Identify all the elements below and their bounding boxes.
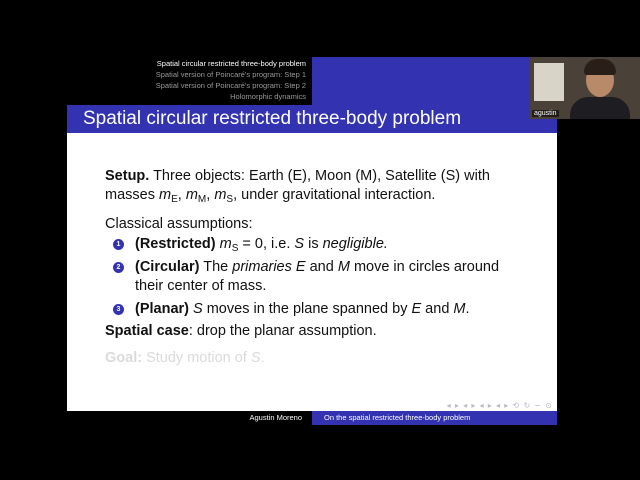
item-3-and: and (421, 301, 454, 317)
section-nav-panel (67, 57, 312, 105)
footer-author: Agustin Moreno (67, 411, 312, 425)
math-S: S (294, 236, 305, 252)
item-1-label: (Restricted) (135, 236, 216, 252)
goal-end: . (260, 350, 265, 366)
frame-title: Spatial circular restricted three-body problem (67, 105, 557, 133)
sub-E: E (171, 194, 178, 205)
webcam-name-label: agustin (534, 110, 557, 117)
math-m: m (214, 187, 227, 203)
item-1-negligible: negligible. (322, 236, 388, 252)
item-2-move: move in circles around (349, 259, 500, 275)
speaker-body (570, 97, 630, 119)
math-m: m (219, 236, 232, 252)
item-1-is: is (304, 236, 323, 252)
math-M: M (453, 301, 466, 317)
item-3-mid: moves in the plane spanned by (202, 301, 412, 317)
sub-S: S (226, 194, 234, 205)
math-m: m (185, 187, 198, 203)
item-2-text-line-2: their center of mass. (135, 278, 267, 294)
sub-S: S (231, 243, 239, 254)
goal-label: Goal: (105, 350, 143, 366)
math-M: M (337, 259, 350, 275)
speaker-hair (584, 59, 616, 75)
classical-assumptions-heading: Classical assumptions: (105, 216, 253, 232)
footer-talk-title: On the spatial restricted three-body problem (312, 411, 557, 425)
setup-line-1 (105, 167, 490, 186)
spatial-text: : drop the planar assumption. (188, 323, 377, 339)
comma-1: , (177, 187, 186, 203)
setup-label: Setup. (105, 168, 150, 184)
setup-text-2a: masses (105, 187, 159, 203)
nav-section-1[interactable]: Spatial circular restricted three-body problem (156, 59, 306, 68)
item-2-the: The (199, 259, 233, 275)
bullet-2: 2 (113, 262, 124, 273)
item-1-text (135, 235, 388, 254)
bullet-1: 1 (113, 239, 124, 250)
comma-2: , (206, 187, 215, 203)
spatial-label: Spatial case (105, 323, 189, 339)
presentation-slide (67, 57, 557, 425)
header-blue-band (312, 57, 557, 105)
item-2-label: (Circular) (135, 259, 200, 275)
webcam-window (534, 63, 564, 101)
math-S: S (193, 301, 203, 317)
goal-line (105, 349, 265, 368)
item-3-text (135, 300, 470, 319)
goal-text: Study motion of (142, 350, 251, 366)
sub-M: M (197, 194, 207, 205)
setup-text-2b: , under gravitational interaction. (233, 187, 436, 203)
nav-section-3[interactable]: Spatial version of Poincaré's program: Step 2 (155, 81, 306, 90)
webcam-overlay (530, 57, 640, 119)
item-2-and: and (305, 259, 338, 275)
math-E: E (411, 301, 422, 317)
goal-S: S (250, 350, 261, 366)
item-2-primaries: primaries E (232, 259, 306, 275)
setup-line-2 (105, 186, 435, 205)
nav-section-2[interactable]: Spatial version of Poincaré's program: Step 1 (155, 70, 306, 79)
bullet-3: 3 (113, 304, 124, 315)
math-m: m (159, 187, 172, 203)
nav-section-4[interactable]: Holomorphic dynamics (230, 92, 306, 101)
item-1-eq: = 0, i.e. (238, 236, 295, 252)
spatial-case-line (105, 322, 377, 341)
item-2-text-line-1 (135, 258, 499, 277)
beamer-navigation-symbols[interactable]: ◂ ▸ ◂ ▸ ◂ ▸ ◂ ▸ ⟲ ↻ ∽ ⊙ (446, 401, 553, 410)
item-3-label: (Planar) (135, 301, 189, 317)
item-3-end: . (465, 301, 470, 317)
setup-text-1: Three objects: Earth (E), Moon (M), Satellite (S) with (149, 168, 490, 184)
